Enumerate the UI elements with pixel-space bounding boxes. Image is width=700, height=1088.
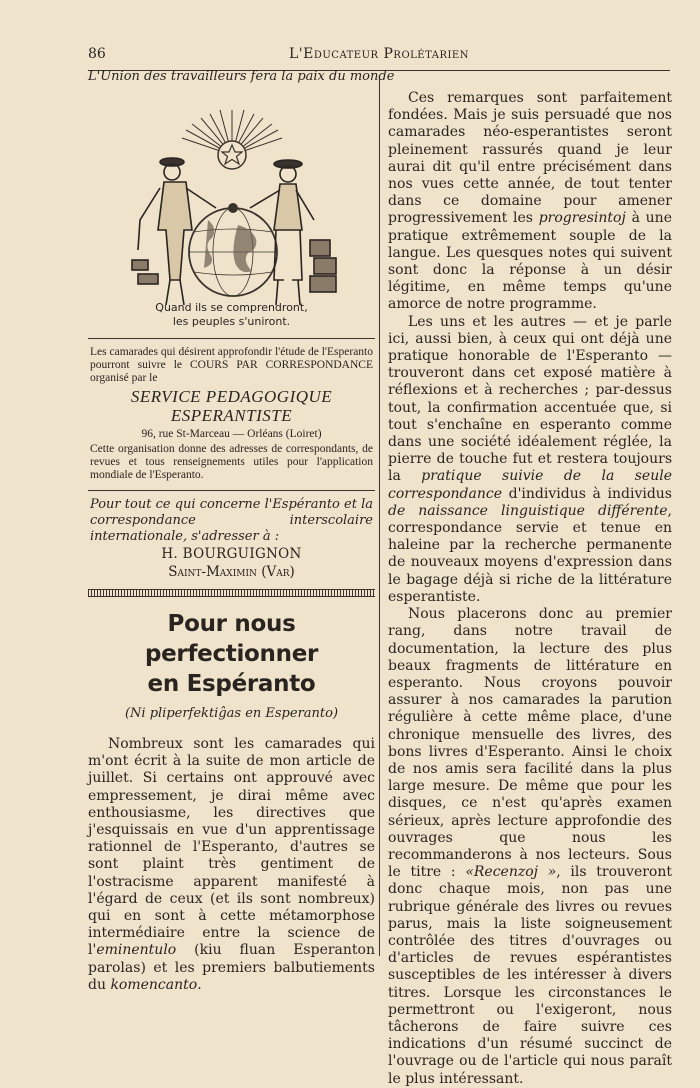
text-run-italic: de naissance linguistique différente: [388, 502, 668, 519]
page-number: 86: [88, 46, 106, 62]
contact-box: [88, 497, 375, 581]
esperanto-emblem: [88, 69, 395, 330]
ad-intro: Les camarades qui désirent approfondir l'étude de l'Esperanto pourront suivre le COURS PAR CORRESPONDANCE organisé par le: [90, 346, 373, 384]
text-run: , ils trouveront donc chaque mois, non pas une rubrique générale des livres ou revues parus, mais la liste soigneusement contrôlée des titres d'ouvrages ou d'articles de revues espérantistes susceptibles de les intéresser à divers titres. Lorsque les circonstances le permettront ou l'exigeront, nous tâcherons de faire suivre ces indications d'un résumé succinct de l'ouvrage ou de l'article qui nous paraît le plus intéressant.: [388, 864, 672, 1087]
text-run: Nombreux sont les camarades qui m'ont écrit à la suite de mon article de juillet. Si certains ont approuvé avec empressement, je dirai même avec enthousiasme, les directives que j'esquissais en vue d'un apprentissage rationnel de l'Esperanto, d'autres se sont plaint très gentiment de l'ostracisme apparent manifesté à l'égard de ceux (et ils sont nombreux) qui en sont à cette métamorphose intermédiaire entre la science de l': [88, 736, 375, 959]
text-run: Nous placerons donc au premier rang, dans notre travail de documentation, la lecture des plus beaux fragments de littérature en esperanto. Nous croyons pouvoir assurer à nos camarades la parution régulière à cette même place, d'une chronique mensuelle des livres, des bons livres d'Esperanto. Ainsi le choix de nos amis sera facilité dans la plus large mesure. De même que pour les disques, ce n'est qu'après examen sérieux, après lecture approfondie des ouvrages que nous les recommanderons à nos lecteurs. Sous le titre :: [388, 606, 672, 881]
contact-name: H. BOURGUIGNON: [161, 546, 302, 562]
worker-left-figure: [132, 158, 216, 305]
article-body-left: [88, 736, 375, 994]
emblem-motto: L'Union des travailleurs fera la paix du monde: [88, 69, 395, 84]
text-run: d'individus à individus: [501, 485, 672, 502]
left-column: [88, 69, 395, 994]
article-subtitle: (Ni pliperfektiĝas en Esperanto): [124, 706, 339, 721]
article-paragraph: [388, 90, 672, 314]
ad-service-line2: ESPERANTISTE: [170, 406, 293, 425]
text-run: Les uns et les autres — et je parle ici, aussi bien, à ceux qui ont déjà une pratique honorable de l'Esperanto — trouveront dans cet exposé matière à réflexions et à recherches ; par-dessus tout, la confirmation accentuée que, si tout s'enchaîne en esperanto comme dans une société idéalement réglée, la pierre de touche fut et restera toujours la: [388, 313, 672, 485]
contact-text: Pour tout ce qui concerne l'Espéranto et la correspondance interscolaire internationale, s'adresser à :: [90, 497, 373, 544]
column-divider: [379, 78, 380, 956]
text-run: .: [197, 976, 202, 993]
text-run: (kiu fluan Esperanton parolas) et les premiers balbutiements du: [88, 942, 375, 993]
separator-rule: [88, 490, 375, 491]
ad-details: Cette organisation donne des adresses de correspondants, de revues et tous renseignements utiles pour l'application mondiale de l'Esperanto.: [90, 443, 373, 481]
article-title: [88, 609, 375, 699]
text-run-italic: progresintoj: [538, 210, 626, 227]
article-paragraph: [88, 736, 375, 994]
text-run: , correspondance servie et tenue en haleine par la recherche permanente de nouveaux moyens d'expression dans le bagage déjà si riche de la littérature esperantiste.: [388, 502, 672, 605]
emblem-caption-line1: Quand ils se comprendront,: [155, 301, 308, 314]
contact-place: Saint-Maximin (Var): [168, 564, 295, 580]
text-run: Ces remarques sont parfaitement fondées. Mais je suis persuadé que nos camarades néo-esperantistes seront pleinement rassurés quand je leur aurai dit qu'il entre précisément dans nos vues cette année, de tout tenter dans ce domaine pour amener progressivement les: [388, 90, 672, 227]
article-body-right: [388, 90, 672, 1088]
text-run: à une pratique extrêmement souple de la langue. Les quesques notes qui suivent sont donc la réponse à un désir légitime, en même temps qu'une amorce de notre programme.: [388, 210, 672, 313]
decorative-band: [88, 589, 375, 597]
article-title-line2: en Espéranto: [147, 671, 316, 697]
text-run-italic: eminentulo: [96, 942, 177, 959]
course-advertisement: [88, 346, 375, 482]
emblem-illustration: [88, 69, 395, 330]
ad-service-line1: SERVICE PEDAGOGIQUE: [130, 387, 333, 406]
article-paragraph: [388, 314, 672, 606]
article-paragraph: [388, 606, 672, 1088]
emblem-caption: [88, 301, 375, 329]
text-run-italic: «Recenzoj »: [465, 864, 557, 881]
ad-address: 96, rue St-Marceau — Orléans (Loiret): [141, 428, 322, 440]
text-run-italic: pratique suivie de la seule correspondance: [388, 468, 672, 502]
page-header: [88, 44, 670, 72]
ad-service-name: [90, 387, 373, 425]
text-run-italic: komencanto: [110, 976, 198, 993]
separator-rule: [88, 338, 375, 339]
globe-icon: [189, 208, 277, 296]
article-title-line1: Pour nous perfectionner: [144, 611, 319, 667]
journal-title: L'Educateur Prolétarien: [289, 46, 469, 62]
emblem-caption-line2: les peuples s'uniront.: [172, 315, 291, 328]
